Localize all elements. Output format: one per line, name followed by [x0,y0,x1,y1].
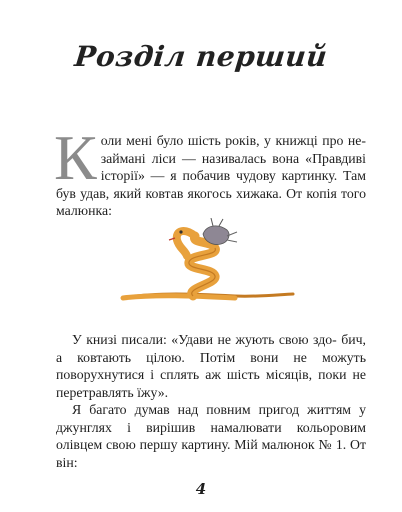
drop-cap: К [54,122,97,193]
paragraph-2 [56,331,366,401]
paragraph-2-line: бич, а ковтають цілою. Потім вони не можуть [56,332,367,365]
paragraph-1-line: займані ліси — називалась вона «Правдиві [100,150,366,166]
boa-swallowing-beast-illustration [115,218,295,310]
chapter-title: Розділ перший [72,40,329,73]
paragraph-3-line: олівцем свою першу картину. Мій малюнок № 1. [56,437,347,452]
paragraph-2-line: У книзі писали: «Удави не жують свою здо- [72,332,337,347]
paragraph-1-line: того малюнка: [56,185,367,218]
paragraph-2-line: поворухнутися і сплять аж шість місяців, поки [56,367,347,382]
prey-creature [203,218,237,245]
paragraph-1 [54,122,367,220]
paragraph-3-line: От він: [56,437,366,470]
paragraph-1-line: був удав, який ковтав якогось хижака. От копія [56,185,337,201]
paragraph-3 [56,401,366,471]
page-number: 4 [195,480,207,498]
paragraph-1-line: історії» — я побачив чудову картинку. Там [100,168,366,183]
paragraph-3-line: у джунглях і вирішив намалювати кольоровим [56,402,367,435]
paragraph-2-line: не перетравлять їжу». [56,367,366,400]
paragraph-3-line: Я багато думав над повним пригод життям [72,402,352,417]
paragraph-1-line: оли мені було шість років, у книжці про не- [100,133,366,148]
